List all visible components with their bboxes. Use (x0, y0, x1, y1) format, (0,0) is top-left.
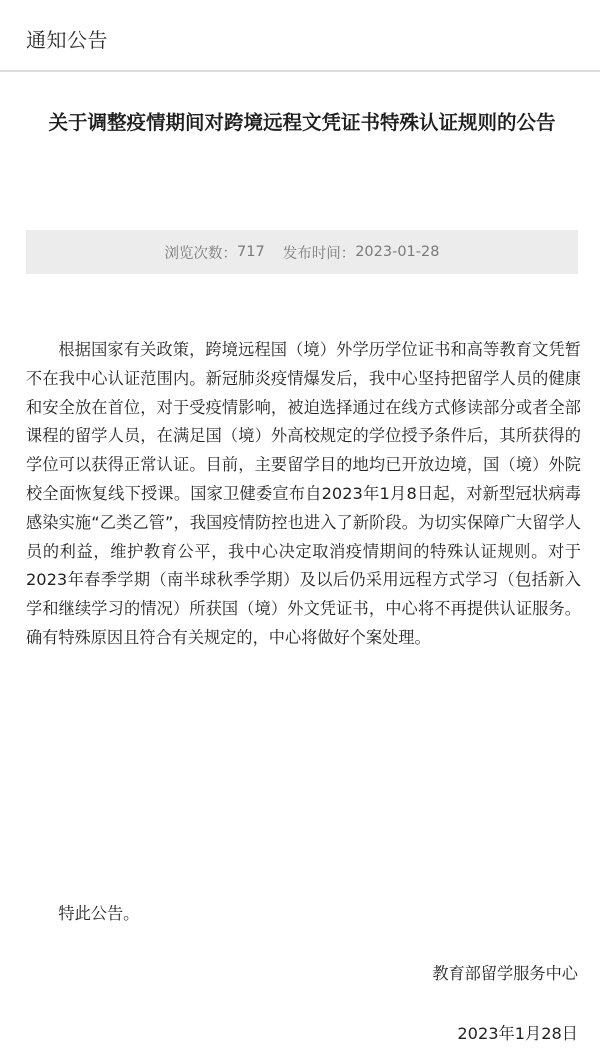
closing-statement: 特此公告。 (58, 904, 140, 923)
published-label: 发布时间： (282, 245, 356, 262)
published-date: 2023-01-28 (355, 244, 440, 260)
views-count: 717 (237, 244, 265, 260)
section-title: 通知公告 (26, 28, 108, 52)
views-label: 浏览次数： (164, 245, 238, 262)
article-body: 根据国家有关政策，跨境远程国（境）外学历学位证书和高等教育文凭暂不在我中心认证范围内。新冠肺炎疫情爆发后，我中心坚持把留学人员的健康和安全放在首位，对于受疫情影响，被迫选择通过在线方式修读部分或者全部课程的留学人员，在满足国（境）外高校规定的学位授予条件后，其所获得的学位可以获得正常认证。目前，主要留学目的地均已开放边境，国（境）外院校全面恢复线下授课。国家卫健委宣布自2023年1月8日起，对新型冠状病毒感染实施“乙类乙管”，我国疫情防控也进入了新阶段。为切实保障广大留学人员的利益，维护教育公平，我中心决定取消疫情期间的特殊认证规则。对于2023年春季学期（南半球秋季学期）及以后仍采用远程方式学习（包括新入学和继续学习的情况）所获国（境）外文凭证书，中心将不再提供认证服务。确有特殊原因且符合有关规定的，中心将做好个案处理。 (26, 340, 581, 647)
header-divider (0, 70, 600, 72)
article-meta-bar (26, 230, 578, 274)
section-header (0, 0, 600, 72)
article-title: 关于调整疫情期间对跨境远程文凭证书特殊认证规则的公告 (48, 111, 556, 134)
signature-date: 2023年1月28日 (457, 1024, 578, 1043)
signature-organization: 教育部留学服务中心 (432, 964, 578, 983)
